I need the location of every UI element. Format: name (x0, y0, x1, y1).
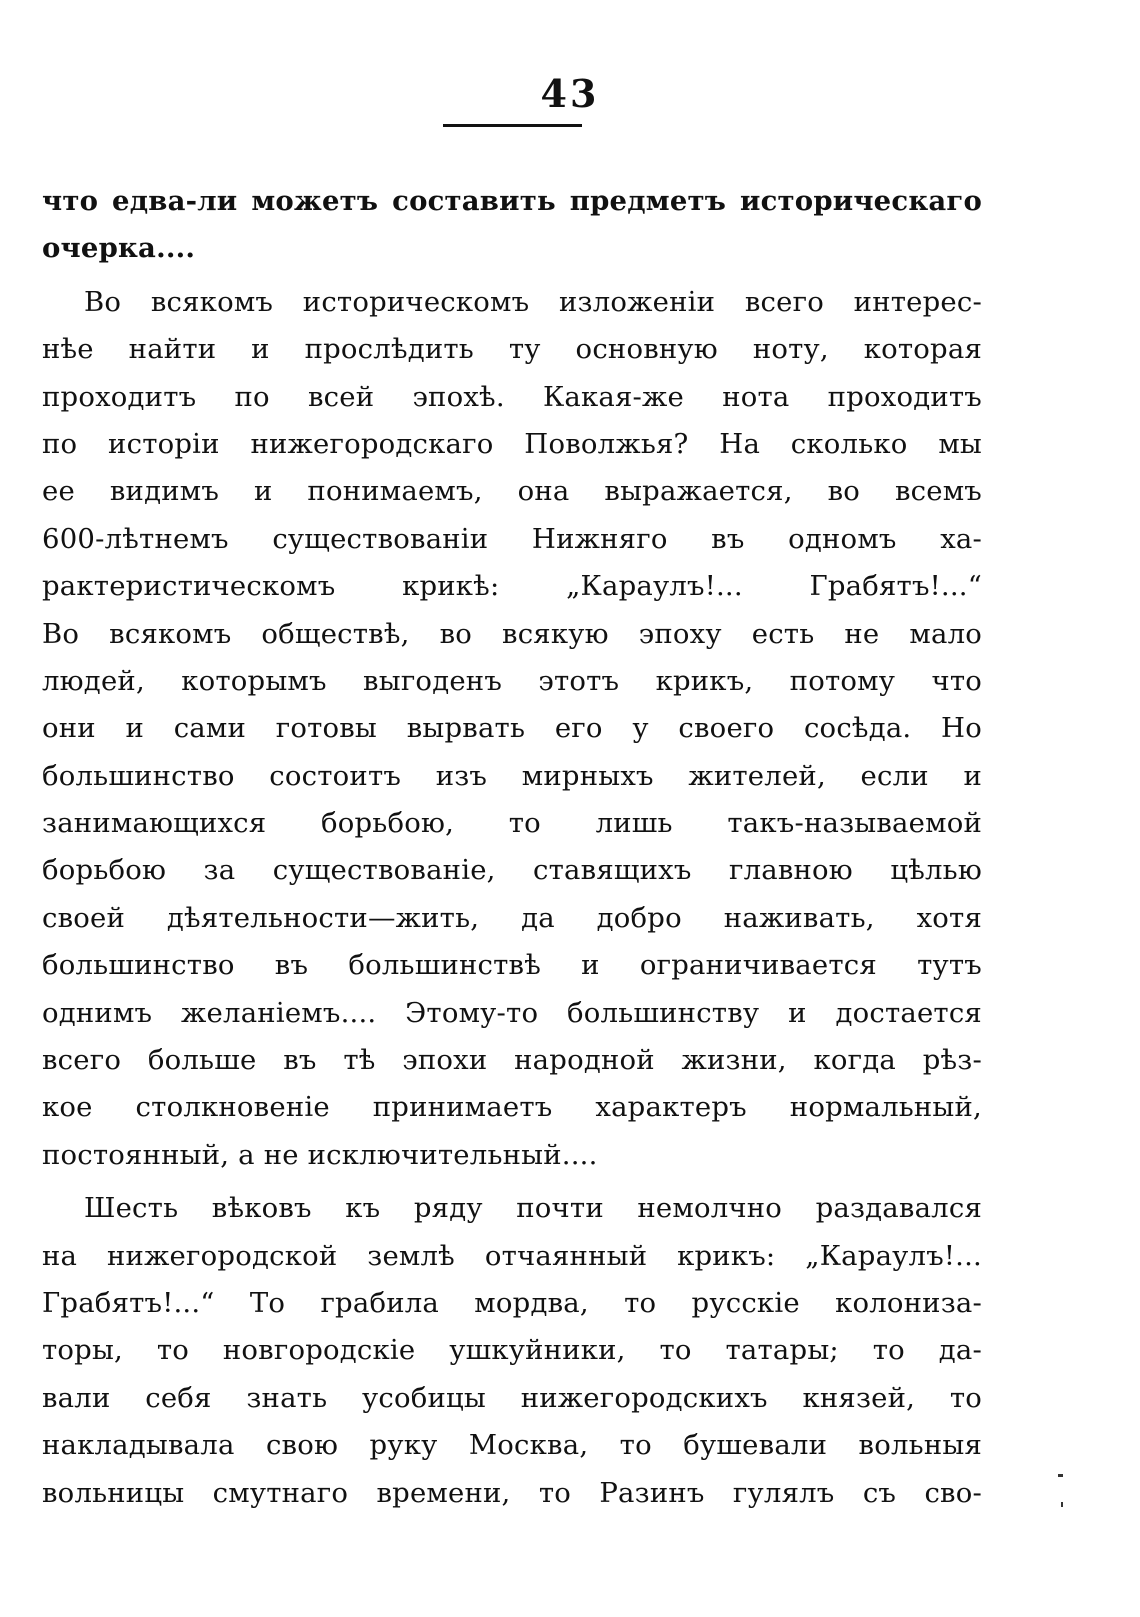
text-line: торы, то новгородскiе ушкуйники, то татары; то да- (42, 1334, 982, 1367)
text-line: вали себя знать усобицы нижегородскихъ князей, то (42, 1381, 982, 1414)
text-line: своей дѣятельности—жить, да добро наживать, хотя (42, 901, 982, 934)
text-line: занимающихся борьбою, то лишь такъ-называемой (42, 807, 982, 840)
page-number: 43 (540, 71, 600, 116)
text-line: на нижегородской землѣ отчаянный крикъ: „Караулъ!... (42, 1239, 982, 1272)
text-line: накладывала свою руку Москва, то бушевали вольныя (42, 1429, 982, 1462)
text-line: Грабятъ!...“ То грабила мордва, то русскiе колониза- (42, 1286, 982, 1319)
text-line: Во всякомъ историческомъ изложенiи всего интерес- (84, 285, 982, 318)
text-line: людей, которымъ выгоденъ этотъ крикъ, потому что (42, 664, 982, 697)
text-line: нѣе найти и прослѣдить ту основную ноту, которая (42, 333, 982, 366)
header-rule (443, 124, 582, 127)
text-line: постоянный, а не исключительный.... (42, 1138, 598, 1171)
print-speck (1061, 1502, 1063, 1507)
text-line: кое столкновенiе принимаетъ характеръ нормальный, (42, 1091, 982, 1124)
text-line: проходитъ по всей эпохѣ. Какая-же нота проходитъ (42, 380, 982, 413)
text-line: что едва-ли можетъ составить предметъ историческаго (42, 185, 982, 217)
text-line: всего больше въ тѣ эпохи народной жизни, когда рѣз- (42, 1044, 982, 1077)
text-line: большинство состоитъ изъ мирныхъ жителей, если и (42, 759, 982, 792)
text-line: рактеристическомъ крикѣ: „Караулъ!... Грабятъ!...“ (42, 570, 982, 603)
text-line: Во всякомъ обществѣ, во всякую эпоху есть не мало (42, 617, 982, 650)
print-speck (1058, 1474, 1063, 1477)
body-text (42, 178, 982, 1517)
text-line: большинство въ большинствѣ и ограничивается тутъ (42, 949, 982, 982)
text-line: 600-лѣтнемъ существованiи Нижняго въ одномъ ха- (42, 522, 982, 555)
text-line: ее видимъ и понимаемъ, она выражается, во всемъ (42, 475, 982, 508)
text-line: борьбою за существованiе, ставящихъ главною цѣлью (42, 854, 982, 887)
text-line: вольницы смутнаго времени, то Разинъ гулялъ съ сво- (42, 1476, 982, 1509)
text-line: по исторiи нижегородскаго Поволжья? На сколько мы (42, 427, 982, 460)
text-line: они и сами готовы вырвать его у своего сосѣда. Но (42, 712, 982, 745)
text-line: очерка.... (42, 232, 196, 265)
text-line: однимъ желанiемъ.... Этому-то большинству и достается (42, 996, 982, 1029)
text-line: Шесть вѣковъ къ ряду почти немолчно раздавался (84, 1192, 982, 1225)
